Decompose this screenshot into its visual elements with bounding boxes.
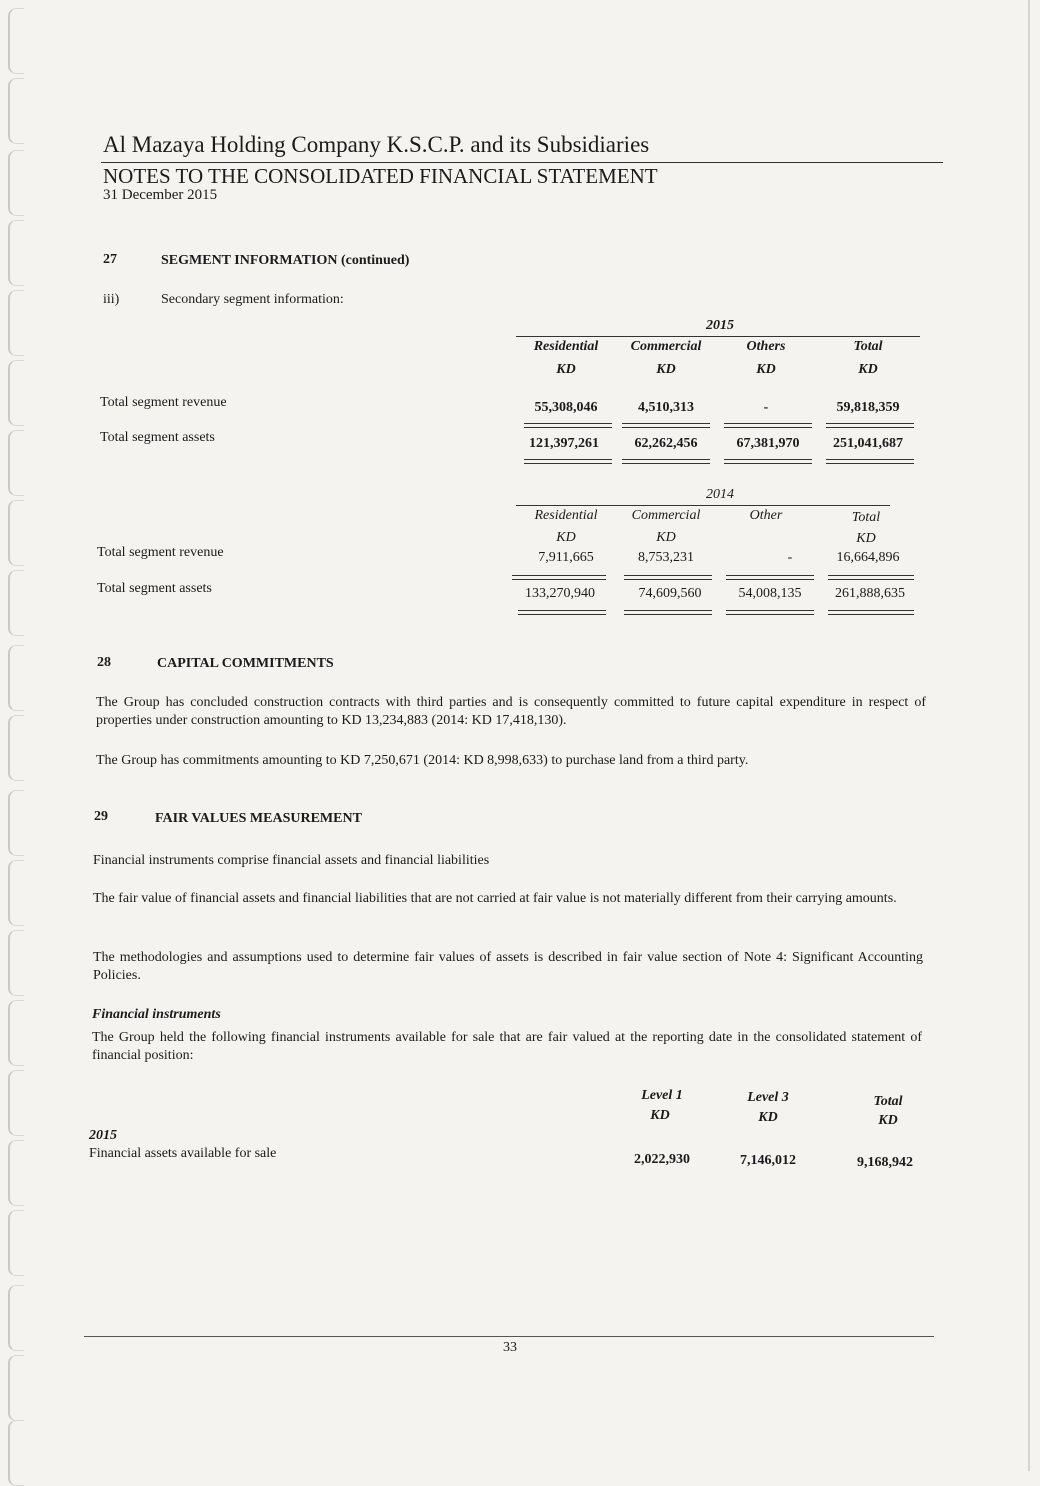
table-cell: 4,510,313 — [638, 400, 694, 415]
footer-rule — [84, 1336, 934, 1337]
year-header: 2014 — [706, 487, 734, 502]
column-header: Total — [873, 1094, 903, 1109]
section-number: 28 — [97, 655, 111, 670]
table-cell: - — [763, 400, 769, 415]
section-number: 29 — [94, 809, 108, 824]
paragraph: The Group held the following financial instruments available for sale that are fair valued at the reporting date in the consolidated statement of financial position: — [92, 1030, 922, 1063]
paragraph: Financial instruments comprise financial assets and financial liabilities — [93, 853, 490, 868]
double-rule — [828, 610, 914, 615]
double-rule — [826, 423, 914, 428]
table-cell: 62,262,456 — [634, 436, 698, 451]
unit-header: KD — [878, 1113, 898, 1128]
report-date: 31 December 2015 — [103, 187, 218, 203]
subsection-number: iii) — [103, 292, 120, 307]
table-cell: 8,753,231 — [638, 550, 694, 565]
unit-header: KD — [758, 1110, 778, 1125]
binder-edge — [0, 0, 38, 1471]
unit-header: KD — [856, 531, 876, 546]
table-cell: 16,664,896 — [836, 550, 900, 565]
year-header: 2015 — [706, 318, 734, 333]
row-label: Total segment revenue — [100, 395, 227, 410]
table-cell: - — [787, 550, 793, 565]
table-cell: 133,270,940 — [525, 586, 595, 601]
double-rule — [726, 610, 814, 615]
table-cell: 7,911,665 — [538, 550, 594, 565]
unit-header: KD — [556, 362, 576, 377]
double-rule — [512, 575, 606, 580]
double-rule — [828, 575, 914, 580]
double-rule — [518, 610, 606, 615]
double-rule — [826, 459, 914, 464]
paragraph: The fair value of financial assets and financial liabilities that are not carried at fair value is not materially different from their carrying amounts. — [93, 891, 897, 906]
header-rule — [101, 162, 943, 163]
double-rule — [622, 459, 710, 464]
column-header: Residential — [534, 508, 598, 523]
notes-title: NOTES TO THE CONSOLIDATED FINANCIAL STATEMENT — [103, 164, 658, 188]
table-cell: 59,818,359 — [836, 400, 900, 415]
column-header: Level 1 — [641, 1088, 683, 1103]
paragraph: The Group has concluded construction contracts with third parties and is consequently committed to future capital expenditure in respect of properties under construction amounting to KD 13,234,883 (2014: KD 17,418,130). — [96, 695, 926, 728]
subheading: Financial instruments — [92, 1007, 221, 1022]
row-label: Total segment assets — [100, 430, 215, 445]
section-number: 27 — [103, 252, 117, 267]
table-cell: 74,609,560 — [638, 586, 702, 601]
table-cell: 55,308,046 — [534, 400, 598, 415]
table-cell: 54,008,135 — [738, 586, 802, 601]
company-name: Al Mazaya Holding Company K.S.C.P. and its Subsidiaries — [103, 132, 650, 157]
unit-header: KD — [656, 362, 676, 377]
double-rule — [726, 575, 814, 580]
unit-header: KD — [650, 1108, 670, 1123]
column-header: Others — [746, 339, 786, 354]
column-header: Commercial — [630, 339, 702, 354]
column-header: Total — [851, 510, 881, 525]
double-rule — [624, 575, 712, 580]
column-header: Level 3 — [747, 1090, 789, 1105]
section-title: CAPITAL COMMITMENTS — [157, 656, 334, 671]
table-rule — [516, 336, 920, 337]
paragraph: The methodologies and assumptions used to determine fair values of assets is described in fair value section of Note 4: Significant Accounting Policies. — [93, 950, 923, 983]
table-cell: 9,168,942 — [857, 1155, 913, 1170]
double-rule — [724, 423, 812, 428]
section-title: SEGMENT INFORMATION (continued) — [161, 253, 410, 268]
row-label: Financial assets available for sale — [89, 1146, 277, 1161]
page-number: 33 — [503, 1340, 517, 1355]
double-rule — [524, 423, 612, 428]
column-header: Other — [749, 508, 783, 523]
table-cell: 7,146,012 — [740, 1153, 796, 1168]
table-cell: 67,381,970 — [736, 436, 800, 451]
table-cell: 251,041,687 — [833, 436, 903, 451]
unit-header: KD — [858, 362, 878, 377]
column-header: Residential — [533, 339, 599, 354]
row-label: Total segment revenue — [97, 545, 224, 560]
table-cell: 121,397,261 — [529, 436, 599, 451]
double-rule — [622, 423, 710, 428]
column-header: Total — [853, 339, 883, 354]
double-rule — [724, 459, 812, 464]
table-cell: 261,888,635 — [835, 586, 905, 601]
section-title: FAIR VALUES MEASUREMENT — [155, 811, 362, 826]
paragraph: The Group has commitments amounting to KD 7,250,671 (2014: KD 8,998,633) to purchase land from a third party. — [96, 753, 749, 768]
page-edge — [1028, 0, 1030, 1471]
table-cell: 2,022,930 — [634, 1152, 690, 1167]
unit-header: KD — [656, 530, 676, 545]
year-label: 2015 — [89, 1128, 117, 1143]
unit-header: KD — [556, 530, 576, 545]
double-rule — [624, 610, 712, 615]
column-header: Commercial — [631, 508, 701, 523]
subsection-title: Secondary segment information: — [161, 292, 344, 307]
row-label: Total segment assets — [97, 581, 212, 596]
unit-header: KD — [756, 362, 776, 377]
table-rule — [516, 505, 890, 506]
double-rule — [524, 459, 612, 464]
